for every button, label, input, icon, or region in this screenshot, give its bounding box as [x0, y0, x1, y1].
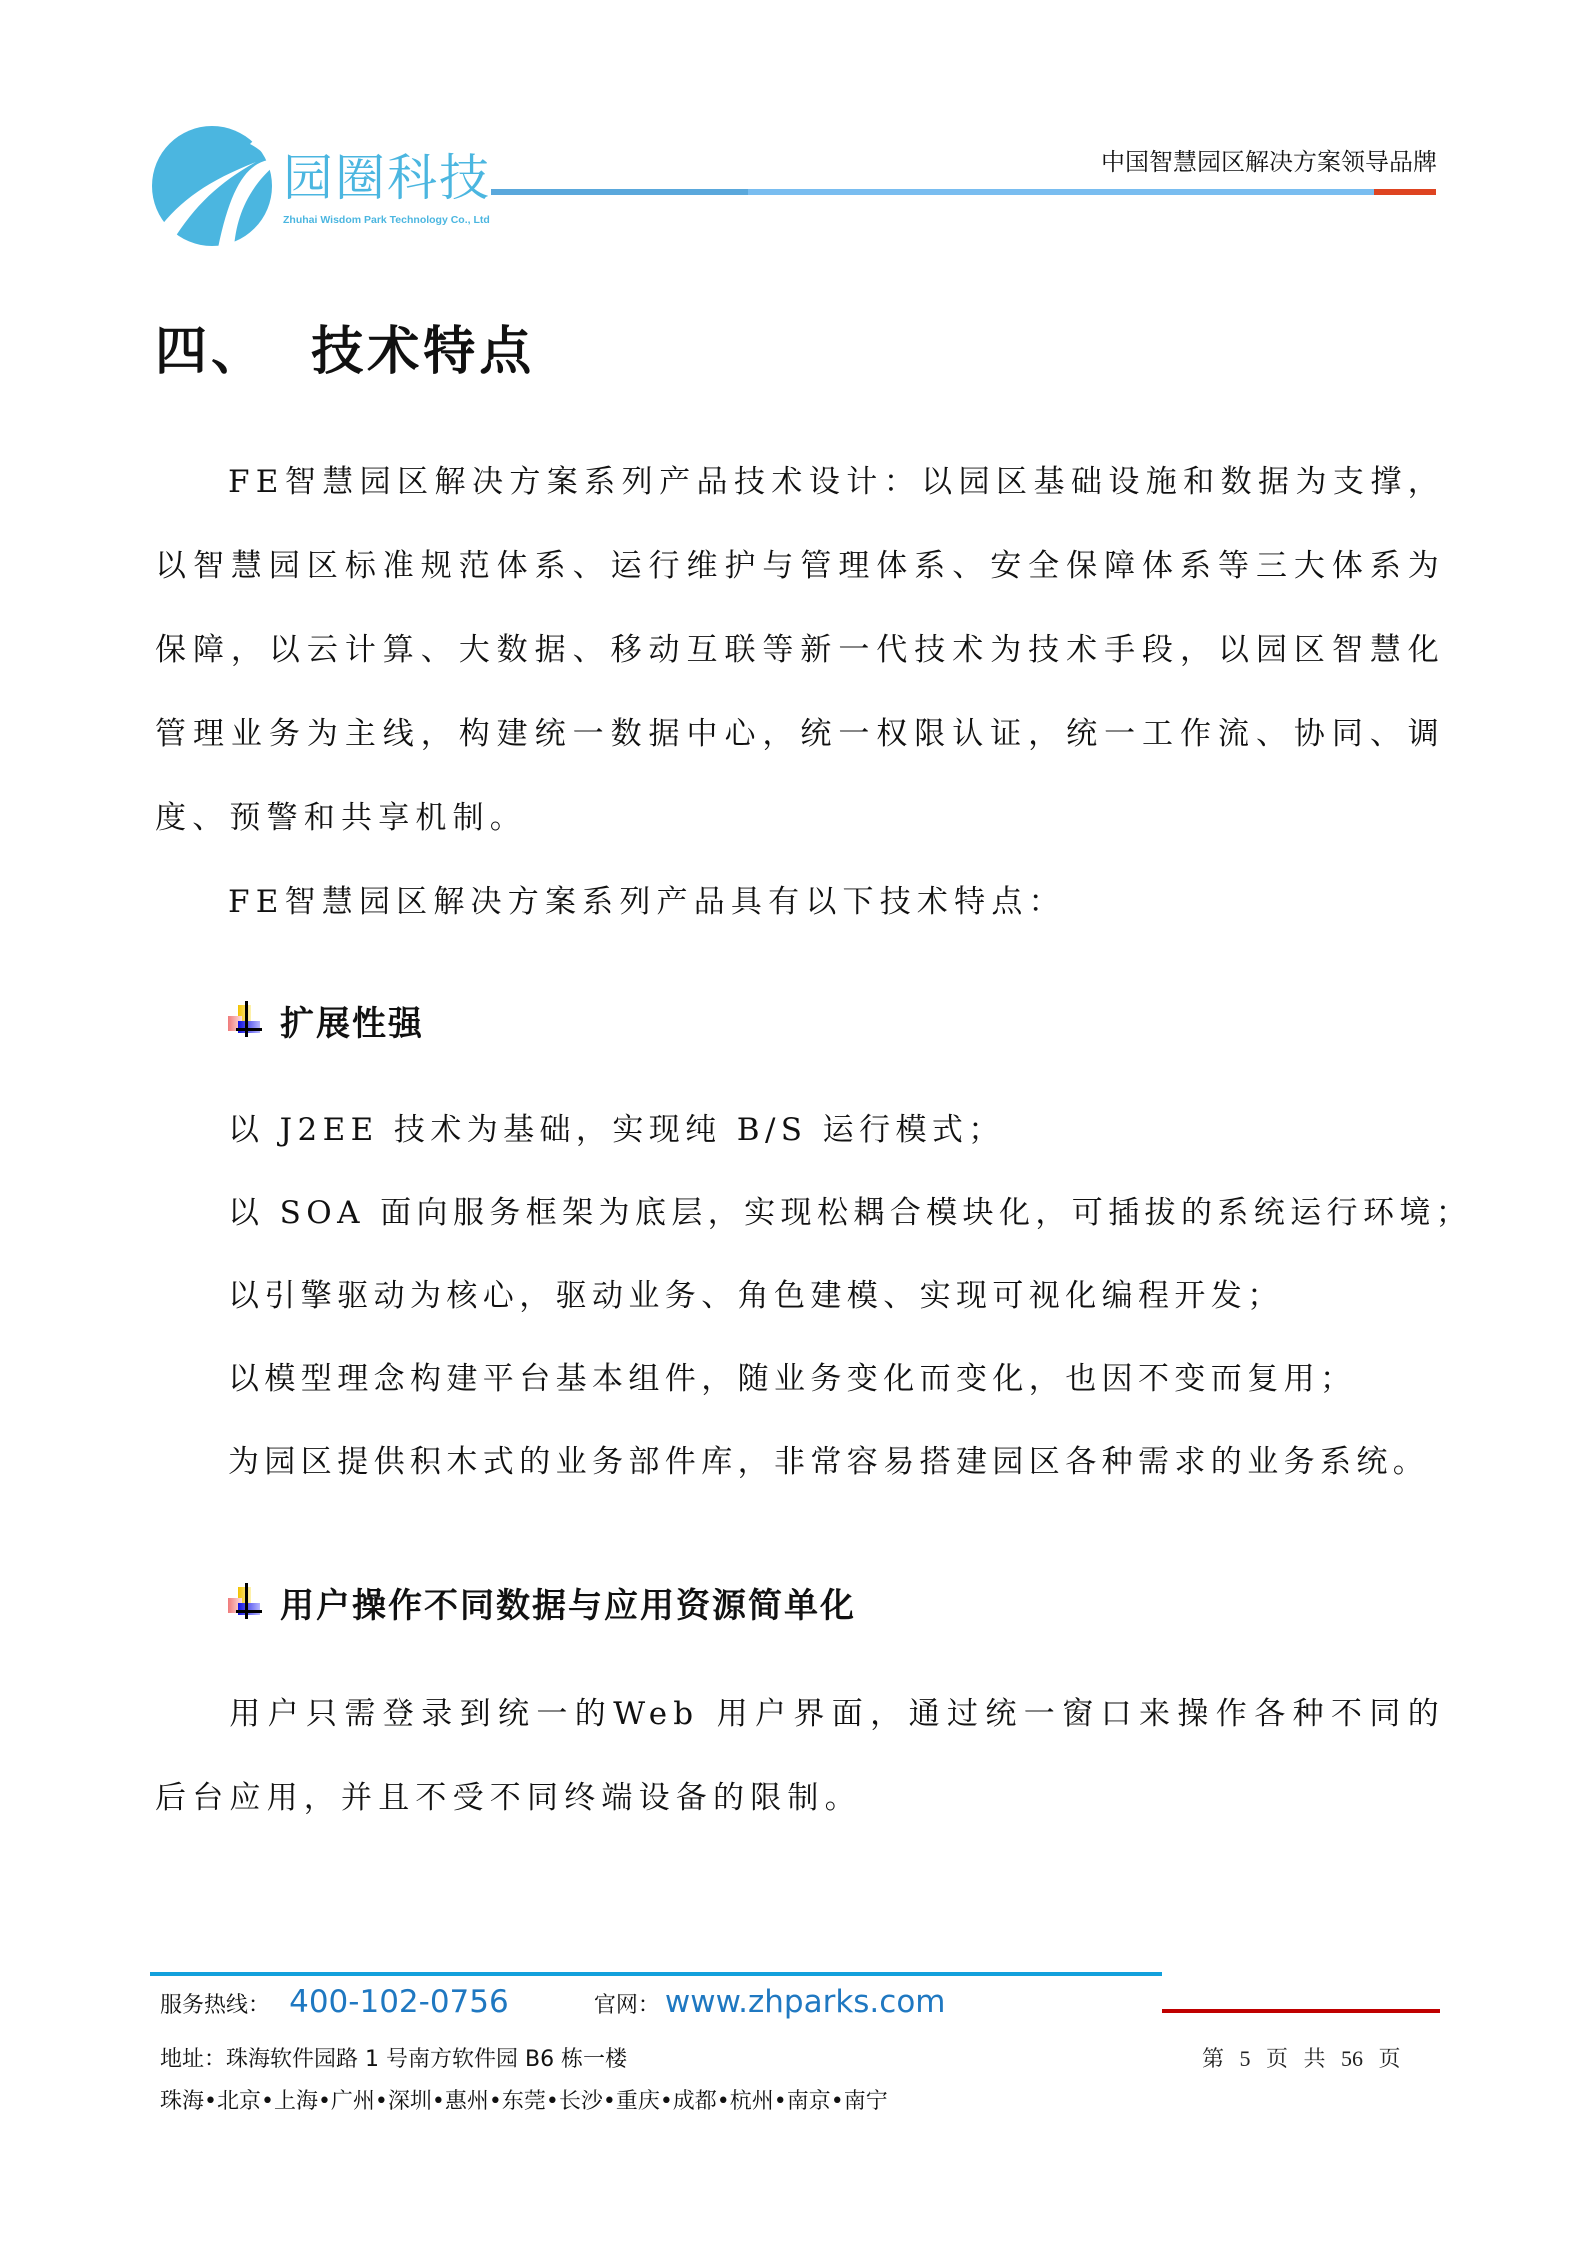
bullet-cross-icon	[228, 1583, 268, 1623]
feature-item: 为园区提供积木式的业务部件库，非常容易搭建园区各种需求的业务系统。	[228, 1444, 1430, 1480]
website-label: 官网：	[593, 1993, 660, 2018]
footer-contact-row	[160, 1984, 946, 2020]
footer-divider-blue	[150, 1972, 1162, 1976]
header-divider-dark-blue	[491, 189, 748, 195]
company-logo-icon	[150, 120, 280, 250]
bullet-cross-icon	[228, 1001, 268, 1041]
header-divider-light-blue	[748, 189, 1374, 195]
header-tagline: 中国智慧园区解决方案领导品牌	[1101, 148, 1437, 176]
logo-company-name: 园圈科技	[283, 149, 491, 207]
page-number: 第 5 页 共 56 页	[1202, 2046, 1401, 2071]
logo-company-english-name: Zhuhai Wisdom Park Technology Co., Ltd	[283, 214, 490, 226]
website-link[interactable]: www.zhparks.com	[664, 1984, 946, 2020]
feature-item: 以模型理念构建平台基本组件，随业务变化而变化，也因不变而复用；	[228, 1361, 1357, 1397]
footer-cities: 珠海•北京•上海•广州•深圳•惠州•东莞•长沙•重庆•成都•杭州•南京•南宁	[160, 2089, 888, 2114]
section-number: 四、	[155, 321, 268, 382]
hotline-number[interactable]: 400-102-0756	[289, 1984, 509, 2020]
feature-heading-extensibility: 扩展性强	[228, 996, 424, 1045]
feature-2-paragraph: 用户只需登录到统一的Web 用户界面，通过统一窗口来操作各种不同的后台应用，并且不受不同终端设备的限制。	[155, 1696, 1445, 1816]
feature-heading-simplified-access: 用户操作不同数据与应用资源简单化	[228, 1578, 856, 1627]
footer-address: 地址：珠海软件园路 1 号南方软件园 B6 栋一楼	[160, 2047, 628, 2072]
intro-paragraph-2: FE智慧园区解决方案系列产品具有以下技术特点：	[228, 884, 1066, 920]
hotline-label: 服务热线：	[160, 1993, 271, 2018]
footer-divider-red	[1162, 2009, 1440, 2013]
section-title	[155, 322, 535, 382]
feature-item: 以 SOA 面向服务框架为底层，实现松耦合模块化，可插拔的系统运行环境；	[228, 1195, 1473, 1231]
intro-paragraph-1: FE智慧园区解决方案系列产品技术设计：以园区基础设施和数据为支撑，以智慧园区标准规范体系、运行维护与管理体系、安全保障体系等三大体系为保障，以云计算、大数据、移动互联等新一代技术为技术手段，以园区智慧化管理业务为主线，构建统一数据中心，统一权限认证，统一工作流、协同、调度、预警和共享机制。	[155, 464, 1445, 836]
feature-item: 以引擎驱动为核心，驱动业务、角色建模、实现可视化编程开发；	[228, 1278, 1284, 1314]
feature-item: 以 J2EE 技术为基础，实现纯 B/S 运行模式；	[228, 1112, 1005, 1148]
header-divider-red	[1374, 189, 1436, 195]
section-title-text: 技术特点	[311, 321, 536, 382]
